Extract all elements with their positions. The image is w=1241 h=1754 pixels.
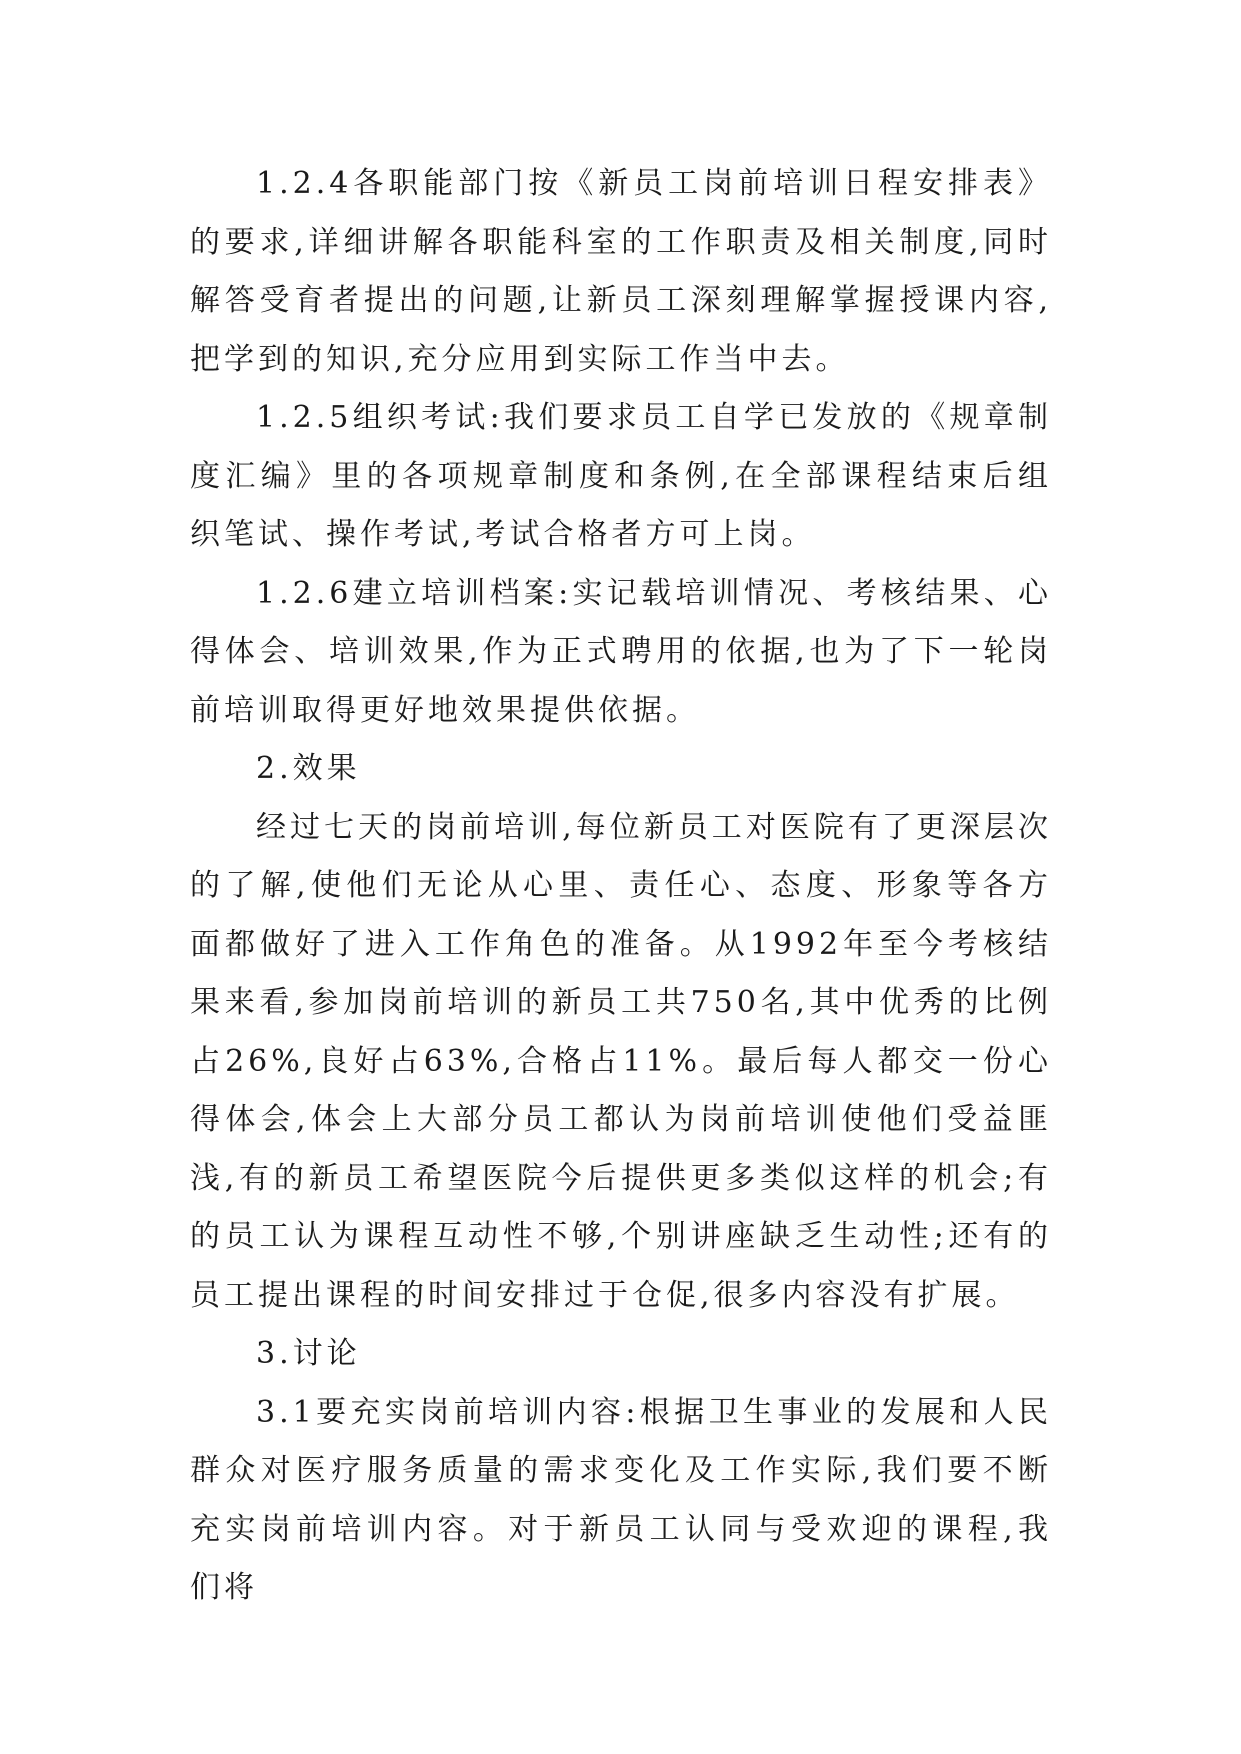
paragraph-1-2-6: 1.2.6建立培训档案:实记载培训情况、考核结果、心得体会、培训效果,作为正式聘用的依据,也为了下一轮岗前培训取得更好地效果提供依据。 bbox=[190, 575, 1052, 728]
paragraph-3-1: 3.1要充实岗前培训内容:根据卫生事业的发展和人民群众对医疗服务质量的需求变化及工作实际,我们要不断充实岗前培训内容。对于新员工认同与受欢迎的课程,我们将 bbox=[190, 1394, 1052, 1605]
section-heading-effect: 2.效果 bbox=[256, 751, 361, 786]
section-heading-discussion: 3.讨论 bbox=[256, 1336, 361, 1371]
paragraph-1-2-5: 1.2.5组织考试:我们要求员工自学已发放的《规章制度汇编》里的各项规章制度和条例,在全部课程结束后组织笔试、操作考试,考试合格者方可上岗。 bbox=[190, 400, 1052, 552]
paragraph-effect-body: 经过七天的岗前培训,每位新员工对医院有了更深层次的了解,使他们无论从心里、责任心、态度、形象等各方面都做好了进入工作角色的准备。从1992年至今考核结果来看,参加岗前培训的新员工共750名,其中优秀的比例占26%,良好占63%,合格占11%。最后每人都交一份心得体会,体会上大部分员工都认为岗前培训使他们受益匪浅,有的新员工希望医院今后提供更多类似这样的机会;有的员工认为课程互动性不够,个别讲座缺乏生动性;还有的员工提出课程的时间安排过于仓促,很多内容没有扩展。 bbox=[190, 809, 1052, 1313]
paragraph-1-2-4: 1.2.4各职能部门按《新员工岗前培训日程安排表》的要求,详细讲解各职能科室的工作职责及相关制度,同时解答受育者提出的问题,让新员工深刻理解掌握授课内容,把学到的知识,充分应用到实际工作当中去。 bbox=[190, 166, 1052, 377]
document-page bbox=[190, 155, 1052, 1618]
